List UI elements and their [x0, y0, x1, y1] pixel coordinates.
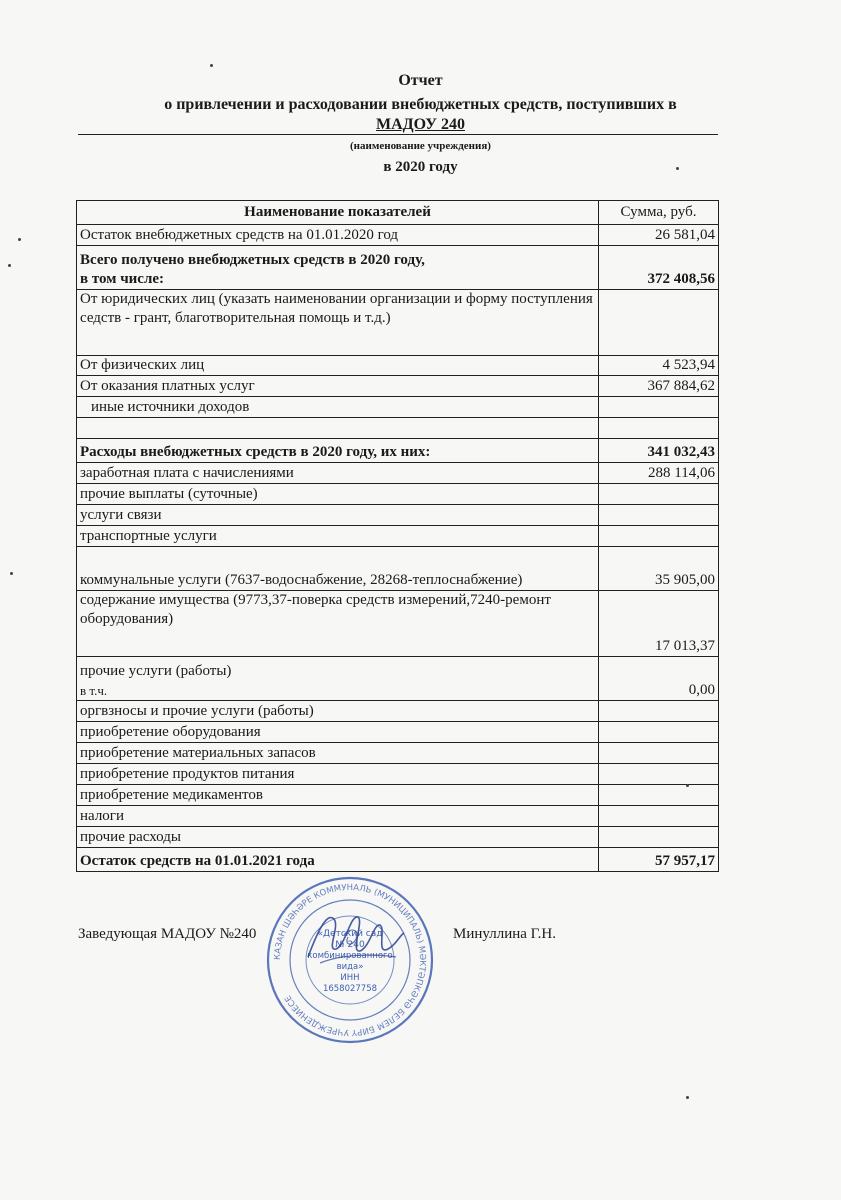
column-header-name: Наименование показателей [77, 201, 599, 225]
row-amount: 57 957,17 [599, 848, 719, 872]
table-row [77, 764, 719, 785]
row-amount [599, 785, 719, 806]
table-row [77, 290, 719, 356]
scan-speck [210, 64, 213, 67]
row-label-line1: прочие услуги (работы) [80, 663, 232, 679]
row-label-line1: Всего получено внебюджетных средств в 2020 году, [80, 252, 425, 268]
row-label: приобретение медикаментов [77, 785, 599, 806]
row-amount [599, 806, 719, 827]
table-row [77, 246, 719, 290]
row-amount: 17 013,37 [599, 591, 719, 657]
seal-line2: № 240 [335, 940, 365, 950]
row-amount [599, 764, 719, 785]
row-label: заработная плата с начислениями [77, 463, 599, 484]
table-row [77, 657, 719, 701]
row-amount [599, 722, 719, 743]
row-label: транспортные услуги [77, 526, 599, 547]
row-amount [599, 526, 719, 547]
handwritten-signature-icon [300, 905, 410, 975]
table-row [77, 547, 719, 591]
table-row [77, 356, 719, 376]
row-amount [599, 290, 719, 356]
table-row [77, 439, 719, 463]
report-subtitle: о привлечении и расходовании внебюджетных средств, поступивших в [164, 96, 677, 113]
row-label: услуги связи [77, 505, 599, 526]
row-amount: 35 905,00 [599, 547, 719, 591]
table-row [77, 225, 719, 246]
column-header-sum: Сумма, руб. [599, 201, 719, 225]
row-label: От физических лиц [77, 356, 599, 376]
row-amount [599, 397, 719, 418]
row-amount [599, 827, 719, 848]
row-label-line2: в т.ч. [80, 683, 108, 698]
row-label: оргвзносы и прочие услуги (работы) [77, 701, 599, 722]
row-amount [599, 505, 719, 526]
row-label: От оказания платных услуг [77, 376, 599, 397]
seal-line6: 1658027758 [322, 984, 378, 994]
seal-line1: «Детский сад [317, 929, 383, 939]
table-row [77, 505, 719, 526]
table-row [77, 701, 719, 722]
institution-name: МАДОУ 240 [376, 116, 465, 133]
row-label: коммунальные услуги (7637-водоснабжение, 28268-теплоснабжение) [77, 547, 599, 591]
signatory-position: Заведующая МАДОУ №240 [78, 926, 257, 942]
row-amount [599, 484, 719, 505]
table-row [77, 591, 719, 657]
row-amount: 367 884,62 [599, 376, 719, 397]
report-year: в 2020 году [383, 159, 458, 175]
row-amount [599, 743, 719, 764]
scan-speck [676, 167, 679, 170]
row-label: От юридических лиц (указать наименовании организации и форму поступления седств - грант, благотворительная помощь и т.д.) [77, 290, 599, 356]
row-label: приобретение оборудования [77, 722, 599, 743]
table-row [77, 785, 719, 806]
row-label: Расходы внебюджетных средств в 2020 году, их них: [77, 439, 599, 463]
table-row [77, 848, 719, 872]
row-label [77, 657, 599, 701]
row-label: иные источники доходов [77, 397, 599, 418]
table-row [77, 806, 719, 827]
row-label: приобретение продуктов питания [77, 764, 599, 785]
seal-line4: вида» [336, 962, 364, 972]
table-row [77, 418, 719, 439]
signatory-name: Минуллина Г.Н. [453, 926, 556, 942]
row-label: прочие выплаты (суточные) [77, 484, 599, 505]
row-label: прочие расходы [77, 827, 599, 848]
row-label-line2: в том числе: [80, 271, 165, 287]
scan-speck [686, 1096, 689, 1099]
row-label: Остаток средств на 01.01.2021 года [77, 848, 599, 872]
seal-outer-text: КАЗАН ШӘҺӘРЕ КОММУНАЛЬ (МУНИЦИПАЛЬ) МӘКТӘПКӘЧӘ БЕЛЕМ БИРҮ УЧРЕЖДЕНИЕСЕ [272, 882, 428, 1038]
table-row [77, 743, 719, 764]
row-label [77, 246, 599, 290]
table-row [77, 376, 719, 397]
institution-underline [78, 134, 718, 135]
report-title: Отчет [398, 72, 443, 89]
row-label: содержание имущества (9773,37-поверка средств измерений,7240-ремонт оборудования) [77, 591, 599, 657]
row-amount: 26 581,04 [599, 225, 719, 246]
row-amount: 4 523,94 [599, 356, 719, 376]
scan-speck [686, 784, 689, 787]
row-amount: 341 032,43 [599, 439, 719, 463]
row-amount: 288 114,06 [599, 463, 719, 484]
seal-line5: ИНН [340, 973, 360, 983]
table-row [77, 397, 719, 418]
table-row [77, 526, 719, 547]
report-table [76, 200, 719, 872]
table-row [77, 484, 719, 505]
seal-line3: комбинированного [307, 951, 393, 961]
scan-speck [18, 238, 21, 241]
institution-note: (наименование учреждения) [350, 140, 491, 152]
table-row [77, 827, 719, 848]
row-label [77, 418, 599, 439]
row-amount [599, 701, 719, 722]
row-label: приобретение материальных запасов [77, 743, 599, 764]
table-row [77, 722, 719, 743]
row-label: Остаток внебюджетных средств на 01.01.2020 год [77, 225, 599, 246]
row-amount: 372 408,56 [599, 246, 719, 290]
row-amount [599, 418, 719, 439]
scan-speck [10, 572, 13, 575]
row-amount: 0,00 [599, 657, 719, 701]
table-row [77, 463, 719, 484]
scan-speck [8, 264, 11, 267]
row-label: налоги [77, 806, 599, 827]
